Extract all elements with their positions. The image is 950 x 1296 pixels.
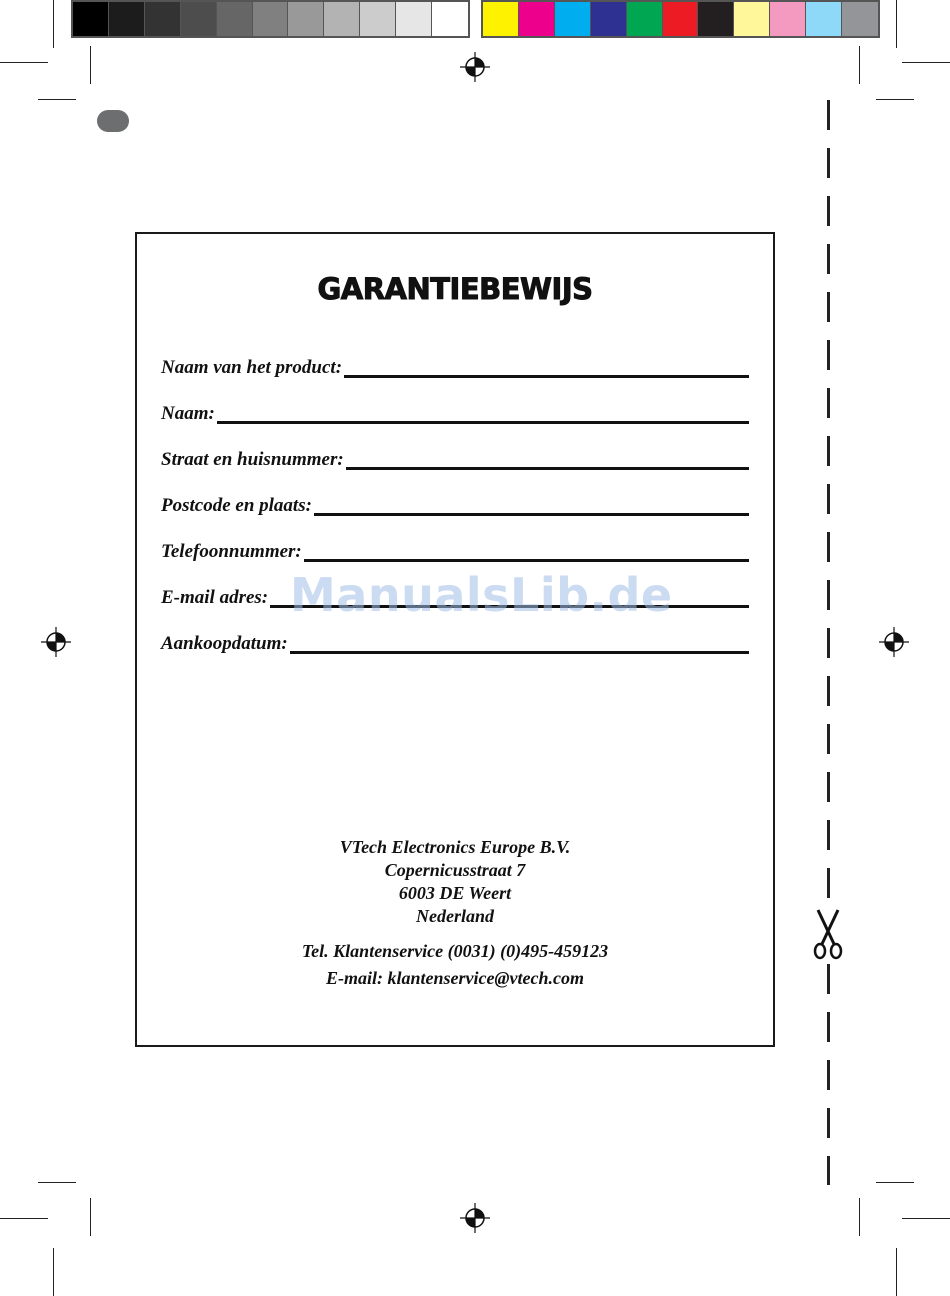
color-swatch — [483, 2, 519, 36]
crop-mark — [859, 1198, 860, 1236]
registration-mark-icon — [460, 52, 490, 82]
warranty-title: GARANTIEBEWIJS — [317, 272, 593, 306]
company-contact — [137, 938, 773, 992]
field-label: Postcode en plaats: — [161, 495, 312, 516]
fill-in-line[interactable] — [314, 513, 749, 516]
crop-mark — [876, 99, 914, 100]
crop-mark — [53, 0, 54, 48]
crop-mark — [90, 1198, 91, 1236]
grayscale-calibration-bar — [71, 0, 470, 38]
gray-swatch — [73, 2, 109, 36]
gray-swatch — [360, 2, 396, 36]
field-label: E-mail adres: — [161, 587, 269, 608]
language-tab-marker — [97, 110, 129, 132]
field-street[interactable] — [161, 426, 749, 472]
field-phone[interactable] — [161, 518, 749, 564]
color-swatch — [519, 2, 555, 36]
crop-mark — [0, 1218, 48, 1219]
fill-in-line[interactable] — [217, 421, 749, 424]
color-swatch — [663, 2, 699, 36]
gray-swatch — [432, 2, 468, 36]
fill-in-line[interactable] — [344, 375, 749, 378]
color-swatch — [591, 2, 627, 36]
color-swatch — [842, 2, 878, 36]
crop-mark — [902, 1218, 950, 1219]
company-country: Nederland — [416, 906, 494, 926]
fill-in-line[interactable] — [290, 651, 749, 654]
company-phone: Tel. Klantenservice (0031) (0)495-459123 — [301, 941, 609, 961]
gray-swatch — [288, 2, 324, 36]
field-label: Telefoonnummer: — [161, 541, 302, 562]
crop-mark — [896, 1248, 897, 1296]
color-calibration-bar — [481, 0, 880, 38]
field-product-name[interactable] — [161, 334, 749, 380]
registration-mark-icon — [41, 627, 71, 657]
crop-mark — [902, 62, 950, 63]
crop-mark — [0, 62, 48, 63]
crop-mark — [53, 1248, 54, 1296]
registration-mark-icon — [879, 627, 909, 657]
company-address — [137, 836, 773, 928]
color-swatch — [698, 2, 734, 36]
color-swatch — [555, 2, 591, 36]
field-label: Naam: — [161, 403, 215, 424]
color-swatch — [806, 2, 842, 36]
fill-in-line[interactable] — [304, 559, 749, 562]
crop-mark — [896, 0, 897, 48]
gray-swatch — [396, 2, 432, 36]
gray-swatch — [145, 2, 181, 36]
company-name: VTech Electronics Europe B.V. — [339, 837, 571, 857]
company-city: 6003 DE Weert — [398, 883, 512, 903]
gray-swatch — [253, 2, 289, 36]
color-swatch — [627, 2, 663, 36]
cut-line — [827, 100, 830, 1185]
registration-mark-icon — [460, 1203, 490, 1233]
fill-in-line[interactable] — [346, 467, 749, 470]
crop-mark — [38, 1182, 76, 1183]
gray-swatch — [217, 2, 253, 36]
crop-mark — [90, 46, 91, 84]
field-label: Naam van het product: — [161, 357, 343, 378]
gray-swatch — [109, 2, 145, 36]
company-street: Copernicusstraat 7 — [384, 860, 526, 880]
color-swatch — [770, 2, 806, 36]
crop-mark — [859, 46, 860, 84]
gray-swatch — [181, 2, 217, 36]
crop-mark — [38, 99, 76, 100]
field-postcode-city[interactable] — [161, 472, 749, 518]
watermark: ManualsLib.de — [290, 568, 673, 622]
field-label: Aankoopdatum: — [161, 633, 288, 654]
crop-mark — [876, 1182, 914, 1183]
field-name[interactable] — [161, 380, 749, 426]
field-label: Straat en huisnummer: — [161, 449, 344, 470]
gray-swatch — [324, 2, 360, 36]
warranty-card — [135, 232, 775, 1047]
scissors-icon — [812, 908, 844, 962]
company-email: E-mail: klantenservice@vtech.com — [326, 968, 584, 988]
color-swatch — [734, 2, 770, 36]
